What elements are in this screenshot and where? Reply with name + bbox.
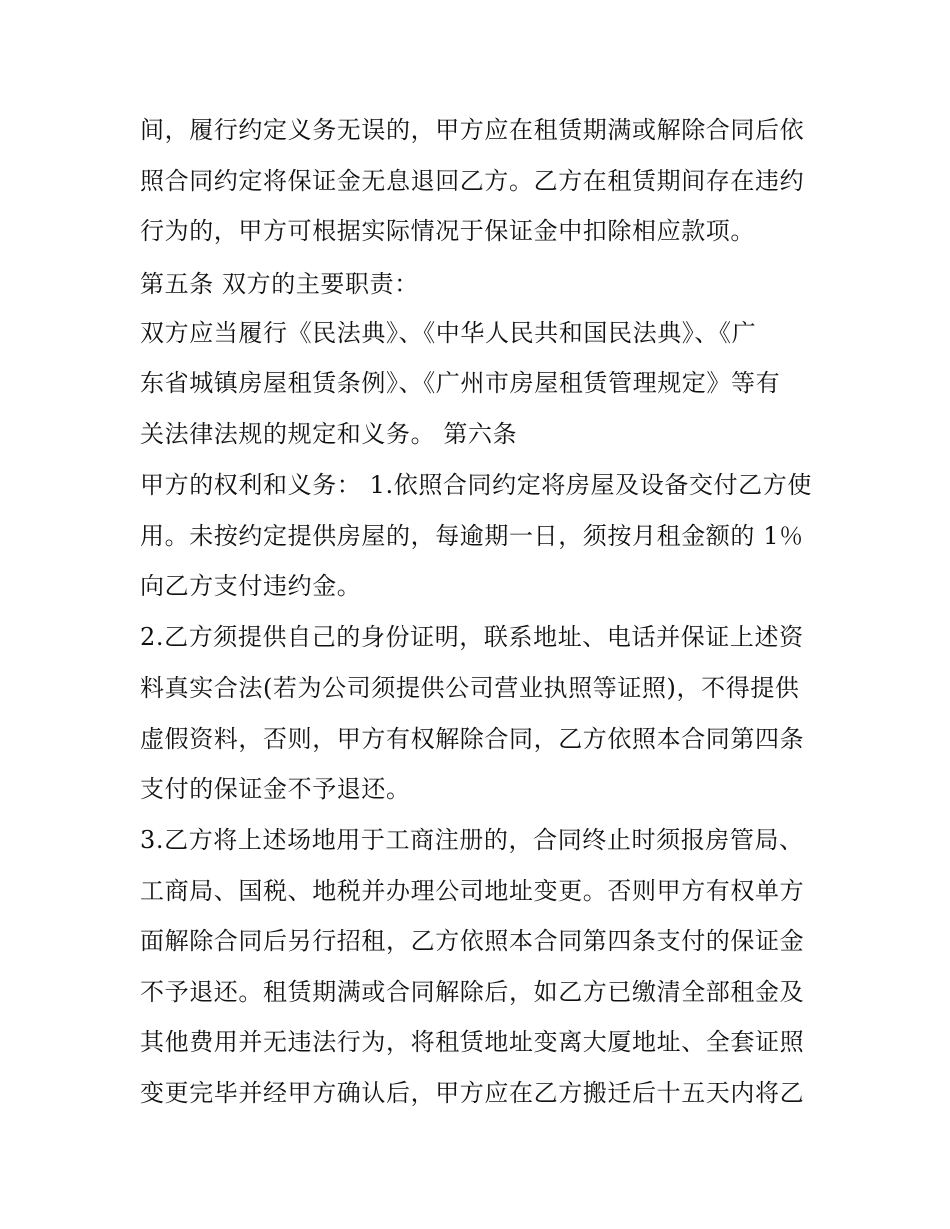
text-line: 用。未按约定提供房屋的，每逾期一日，须按月租金额的 1％ bbox=[140, 522, 804, 550]
text-line: 面解除合同后另行招租，乙方依照本合同第四条支付的保证金 bbox=[140, 927, 805, 955]
text-line: 3.乙方将上述场地用于工商注册的，合同终止时须报房管局、 bbox=[140, 826, 804, 854]
text-line: 虚假资料，否则，甲方有权解除合同，乙方依照本合同第四条 bbox=[140, 725, 805, 753]
text-line: 东省城镇房屋租赁条例》、《广州市房屋租赁管理规定》等有 bbox=[140, 369, 781, 397]
text-line: 甲方的权利和义务： 1.依照合同约定将房屋及设备交付乙方使 bbox=[140, 471, 812, 499]
text-line: 照合同约定将保证金无息退回乙方。乙方在租赁期间存在违约 bbox=[140, 167, 805, 195]
text-line: 2.乙方须提供自己的身份证明，联系地址、电话并保证上述资 bbox=[140, 623, 804, 651]
text-line: 向乙方支付违约金。 bbox=[140, 572, 362, 600]
text-line: 料真实合法(若为公司须提供公司营业执照等证照)，不得提供 bbox=[140, 674, 800, 702]
text-line: 双方应当履行《民法典》、《中华人民共和国民法典》、《广 bbox=[140, 319, 757, 347]
text-line: 不予退还。租赁期满或合同解除后，如乙方已缴清全部租金及 bbox=[140, 978, 805, 1006]
text-line: 其他费用并无违法行为，将租赁地址变离大厦地址、全套证照 bbox=[140, 1028, 805, 1056]
text-line: 关法律法规的规定和义务。 第六条 bbox=[140, 420, 518, 448]
text-line: 工商局、国税、地税并办理公司地址变更。否则甲方有权单方 bbox=[140, 877, 805, 905]
text-line: 支付的保证金不予退还。 bbox=[140, 775, 411, 803]
text-line: 变更完毕并经甲方确认后，甲方应在乙方搬迁后十五天内将乙 bbox=[140, 1079, 805, 1107]
text-line: 行为的，甲方可根据实际情况于保证金中扣除相应款项。 bbox=[140, 217, 755, 245]
section-heading-article-5: 第五条 双方的主要职责： bbox=[140, 270, 419, 298]
text-line: 间，履行约定义务无误的，甲方应在租赁期满或解除合同后依 bbox=[140, 116, 805, 144]
